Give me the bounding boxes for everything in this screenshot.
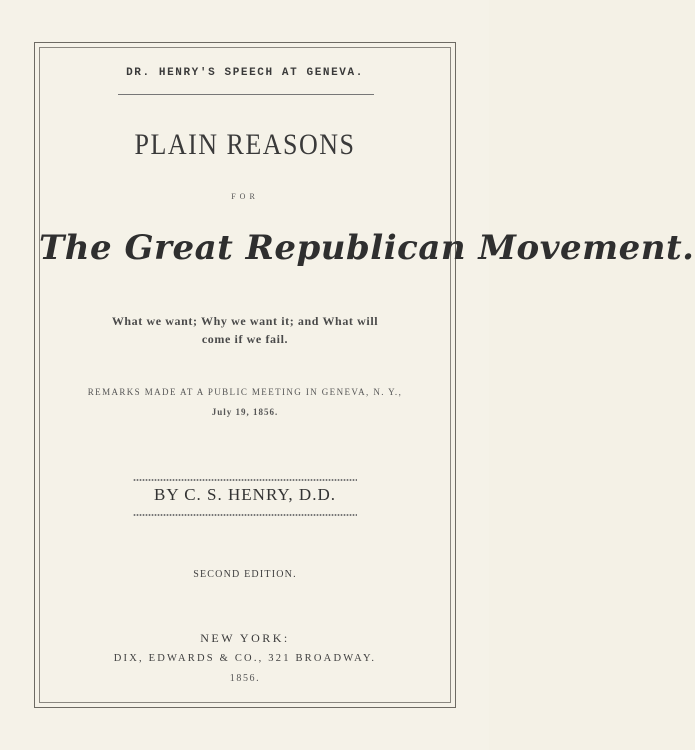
subtitle-line-2: come if we fail. [201, 332, 289, 346]
author-byline: BY C. S. HENRY, D.D. [153, 485, 336, 504]
title-line-1: PLAIN REASONS [134, 128, 356, 161]
ornamental-rule-bottom [133, 513, 357, 517]
imprint-publisher: DIX, EDWARDS & CO., 321 BROADWAY. [113, 653, 377, 664]
ornamental-rule-top [133, 478, 357, 482]
occasion-remarks: REMARKS MADE AT A PUBLIC MEETING IN GENEVA, N. Y., [87, 387, 403, 397]
occasion-date: July 19, 1856. [211, 407, 279, 417]
main-title: The Great Republican Movement. [39, 228, 695, 268]
edition-label: SECOND EDITION. [193, 569, 297, 580]
imprint-year: 1856. [229, 673, 261, 684]
imprint-city: NEW YORK: [200, 631, 290, 645]
header-rule [118, 94, 374, 95]
running-title: DR. HENRY'S SPEECH AT GENEVA. [126, 67, 364, 79]
subtitle-line-1: What we want; Why we want it; and What will [111, 314, 379, 328]
title-connector: FOR [231, 192, 259, 201]
